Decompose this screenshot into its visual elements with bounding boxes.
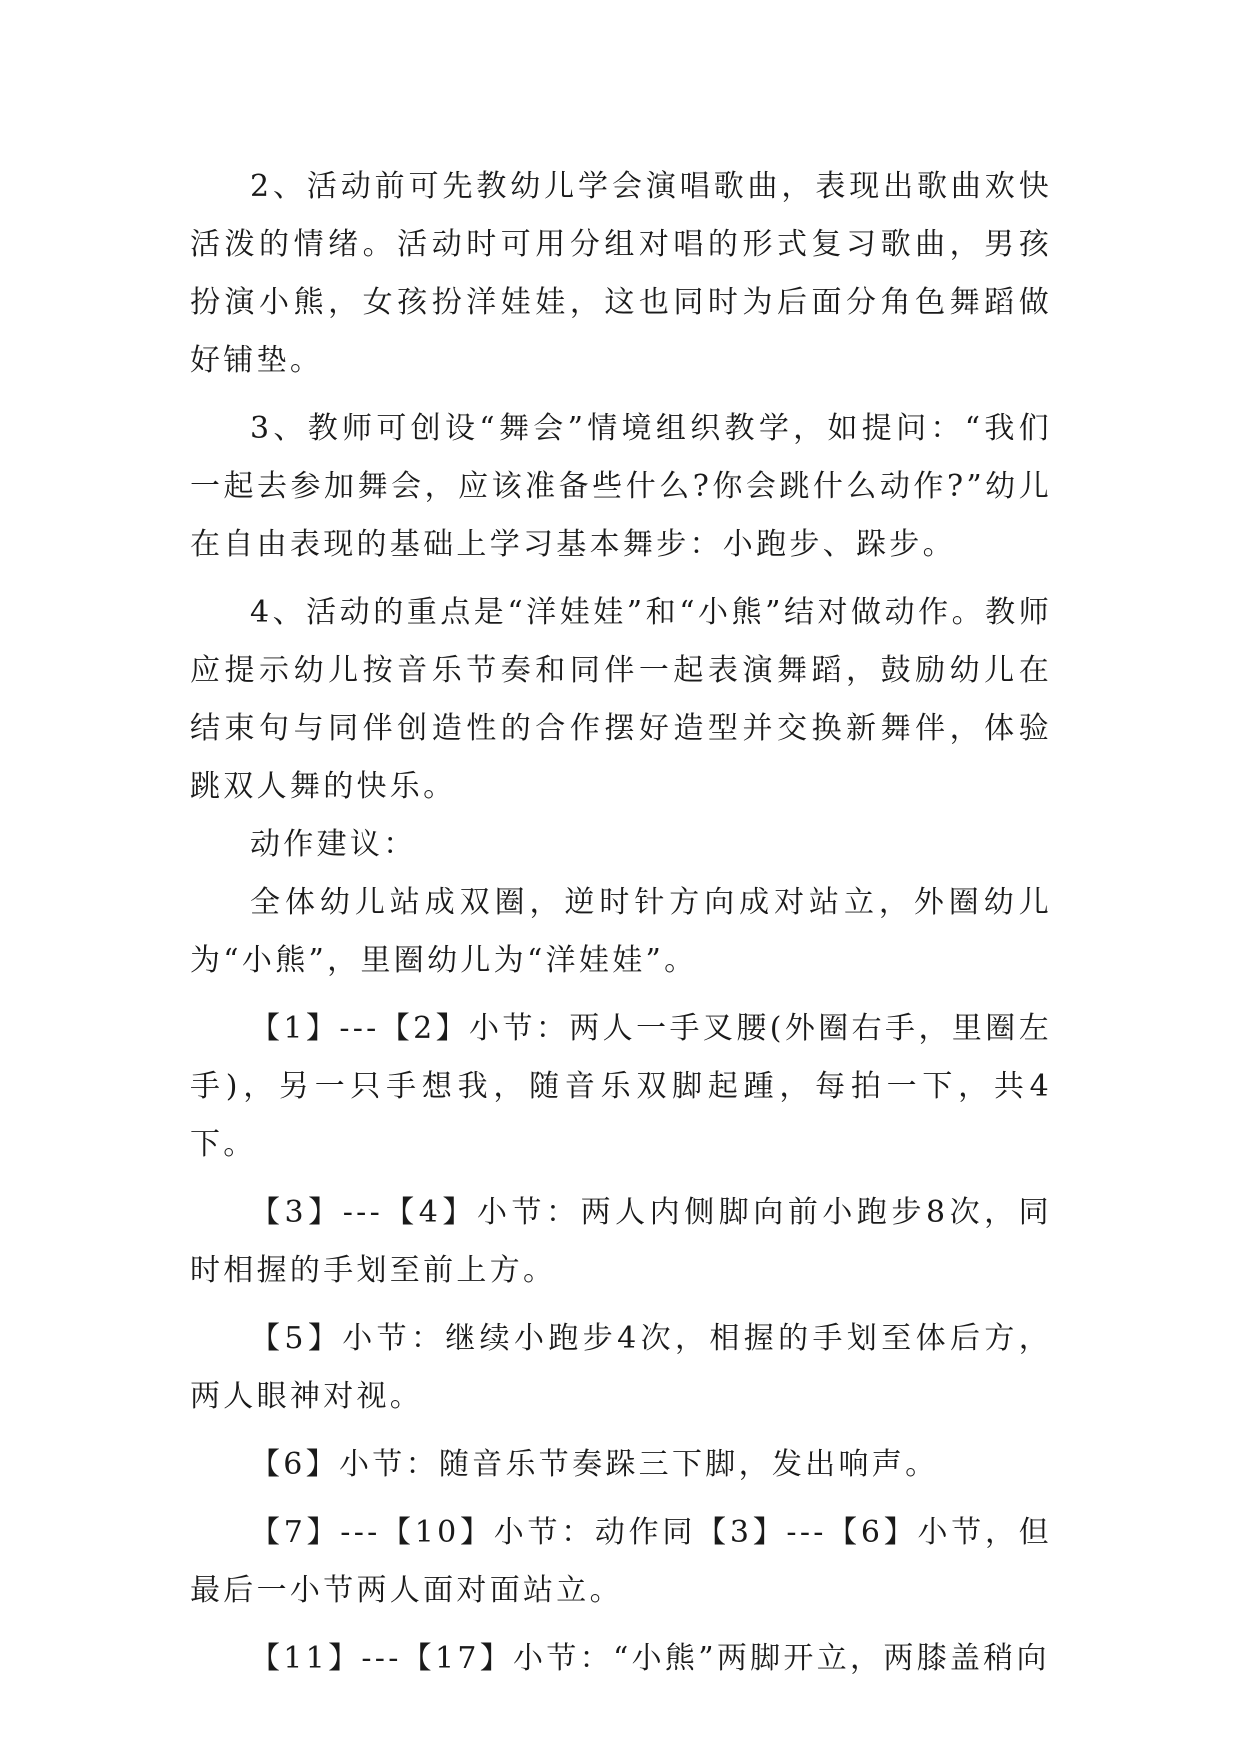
document-body (190, 158, 1052, 1698)
paragraph-bars-3-4: 【3】---【4】小节：两人内侧脚向前小跑步8次，同时相握的手划至前上方。 (190, 1195, 1052, 1288)
paragraph-note-3: 3、教师可创设“舞会”情境组织教学，如提问：“我们一起去参加舞会，应该准备些什么?你会跳什么动作?”幼儿在自由表现的基础上学习基本舞步：小跑步、跺步。 (190, 411, 1052, 562)
paragraph-action-heading: 动作建议： (250, 827, 417, 862)
paragraph-bars-11-17: 【11】---【17】小节：“小熊”两脚开立，两膝盖稍向 (250, 1641, 1050, 1676)
paragraph-bar-6: 【6】小节：随音乐节奏跺三下脚，发出响声。 (250, 1447, 939, 1482)
paragraph-bars-7-10: 【7】---【10】小节：动作同【3】---【6】小节，但最后一小节两人面对面站立。 (190, 1515, 1052, 1608)
paragraph-bar-5: 【5】小节：继续小跑步4次，相握的手划至体后方，两人眼神对视。 (190, 1321, 1052, 1414)
paragraph-bars-1-2: 【1】---【2】小节：两人一手叉腰(外圈右手，里圈左手)，另一只手想我，随音乐双脚起踵，每拍一下，共4下。 (190, 1011, 1052, 1162)
paragraph-note-4: 4、活动的重点是“洋娃娃”和“小熊”结对做动作。教师应提示幼儿按音乐节奏和同伴一起表演舞蹈，鼓励幼儿在结束句与同伴创造性的合作摆好造型并交换新舞伴，体验跳双人舞的快乐。 (190, 595, 1052, 804)
paragraph-formation: 全体幼儿站成双圈，逆时针方向成对站立，外圈幼儿为“小熊”，里圈幼儿为“洋娃娃”。 (190, 885, 1052, 978)
paragraph-note-2: 2、活动前可先教幼儿学会演唱歌曲，表现出歌曲欢快活泼的情绪。活动时可用分组对唱的形式复习歌曲，男孩扮演小熊，女孩扮洋娃娃，这也同时为后面分角色舞蹈做好铺垫。 (190, 169, 1052, 378)
